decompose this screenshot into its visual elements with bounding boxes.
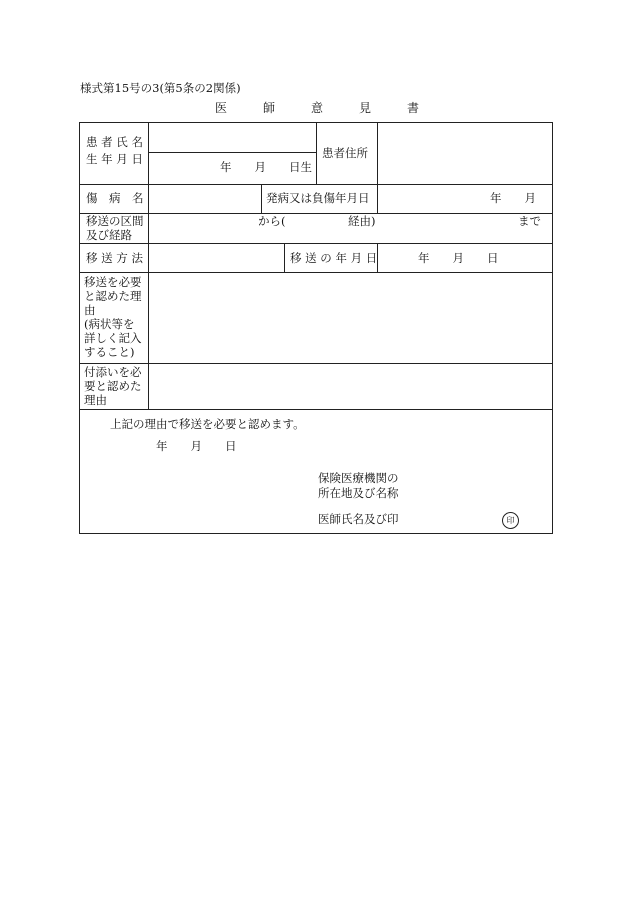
row-divider [80, 213, 552, 214]
attendant-label-line: 理由 [84, 393, 107, 407]
birth-date-label: 生 年 月 日 [86, 152, 143, 166]
patient-address-label: 患者住所 [322, 146, 368, 160]
route-label-line1: 移送の区間 [86, 214, 144, 228]
attendant-label-line: 付添いを必 [84, 365, 142, 379]
transport-method-label: 移 送 方 法 [86, 251, 143, 265]
row-divider [80, 272, 552, 273]
doctor-name-label: 医師氏名及び印 [318, 512, 399, 526]
injury-label: 傷 病 名 [86, 191, 144, 205]
necessity-label-line: (病状等を [84, 317, 135, 331]
necessity-label-line: すること) [84, 345, 135, 359]
col-divider [261, 184, 262, 213]
certification-date-format: 年 月 日 [156, 439, 237, 453]
institution-label-line2: 所在地及び名称 [318, 486, 399, 500]
row-divider [80, 363, 552, 364]
row-divider [80, 184, 552, 185]
seal-icon: 印 [502, 512, 519, 529]
onset-date-format: 年 月 [490, 191, 536, 205]
transport-date-label: 移 送 の 年 月 日 [290, 251, 378, 265]
birth-date-format: 年 月 日生 [220, 160, 312, 174]
necessity-label-line: 詳しく記入 [84, 331, 142, 345]
form-number: 様式第15号の3(第5条の2関係) [80, 81, 241, 95]
row-divider [80, 409, 552, 410]
route-from: から( [258, 214, 286, 228]
certification-statement: 上記の理由で移送を必要と認めます。 [110, 417, 305, 431]
necessity-label-line: 由 [84, 303, 96, 317]
col-divider [316, 123, 317, 184]
route-via: 経由) [348, 214, 376, 228]
onset-date-label: 発病又は負傷年月日 [266, 191, 370, 205]
row-divider [80, 243, 552, 244]
col-divider [377, 123, 378, 184]
col-divider [377, 184, 378, 213]
necessity-label-line: 移送を必要 [84, 275, 142, 289]
document-title: 医 師 意 見 書 [215, 101, 420, 115]
institution-label-line1: 保険医療機関の [318, 471, 399, 485]
necessity-label-line: と認めた理 [84, 289, 142, 303]
route-label-line2: 及び経路 [86, 228, 132, 242]
route-to: まで [518, 214, 541, 228]
opinion-form-table [79, 122, 553, 534]
transport-date-format: 年 月 日 [418, 251, 499, 265]
col-divider [284, 243, 285, 272]
patient-name-label: 患 者 氏 名 [86, 135, 143, 149]
row-divider-name-birth [148, 152, 316, 153]
label-column-divider [148, 123, 149, 409]
attendant-label-line: 要と認めた [84, 379, 142, 393]
